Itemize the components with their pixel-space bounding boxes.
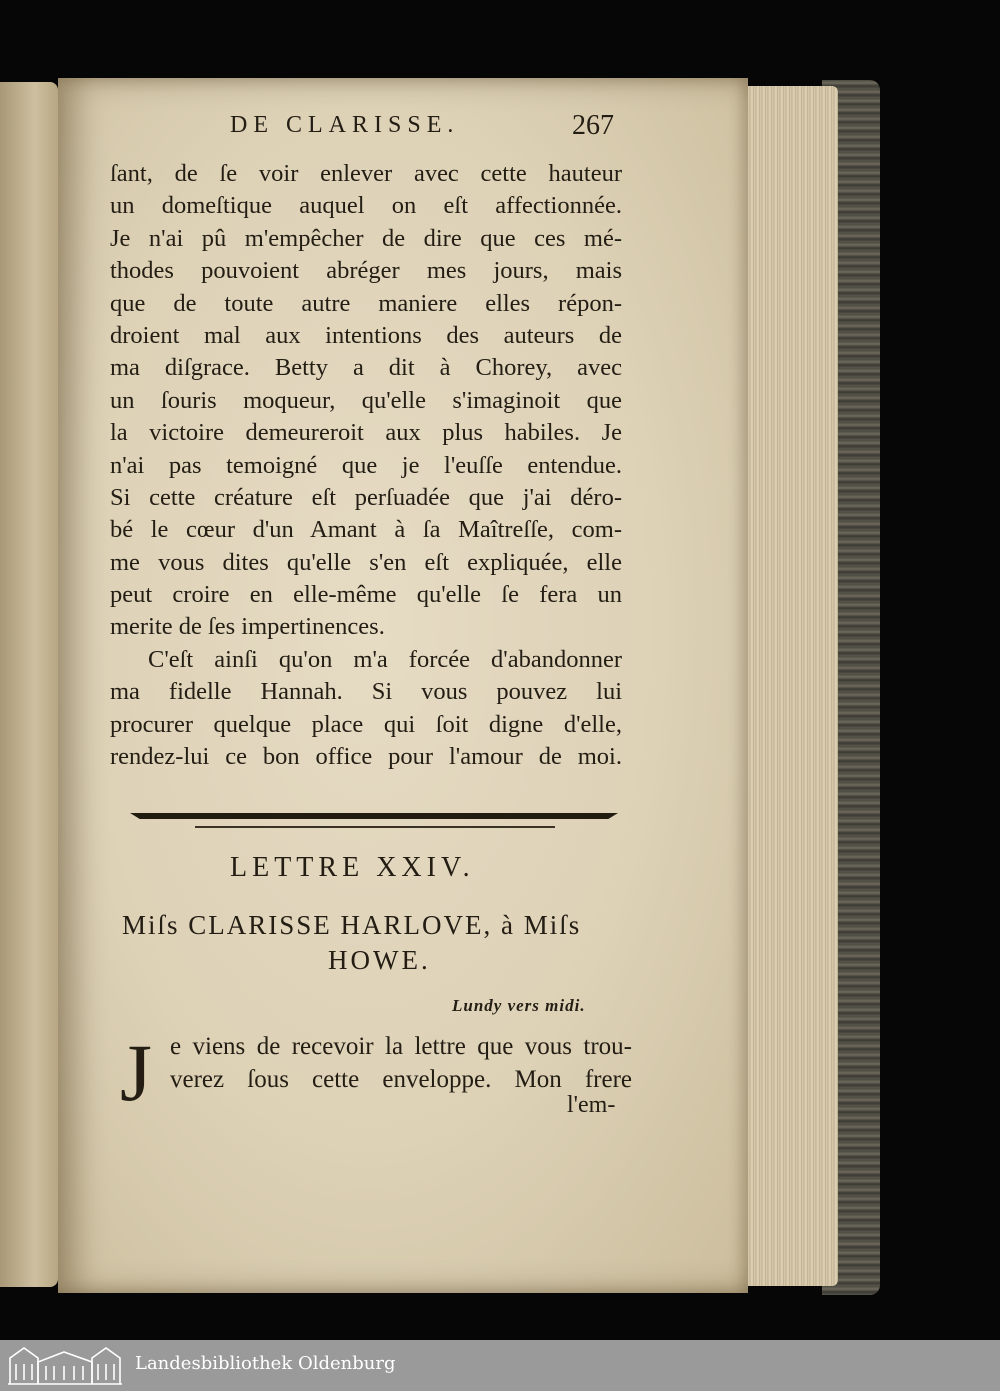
text-line: ma fidelle Hannah. Si vous pouvez lui [110, 678, 622, 706]
text-line: Si cette créature eſt perſuadée que j'ai déro- [110, 483, 622, 511]
text-line: la victoire demeureroit aux plus habiles. Je [110, 419, 622, 447]
text-line: e viens de recevoir la lettre que vous trou- [170, 1033, 632, 1060]
page-fore-edge [742, 86, 838, 1286]
text-line: verez ſous cette enveloppe. Mon frere [170, 1066, 632, 1093]
text-line: merite de ſes impertinences. [110, 613, 385, 641]
catchword: l'em- [567, 1092, 616, 1118]
page-number: 267 [572, 110, 614, 141]
letter-date: Lundy vers midi. [452, 996, 586, 1015]
text-line: rendez-lui ce bon office pour l'amour de moi. [110, 743, 622, 771]
section-rule-thin [195, 826, 555, 828]
running-head: DE CLARISSE. [230, 112, 460, 138]
text-line: un domeſtique auquel on eſt affectionnée. [110, 192, 622, 220]
text-line: procurer quelque place qui ſoit digne d'elle, [110, 710, 622, 738]
left-page-edge [0, 82, 58, 1287]
text-line: ma diſgrace. Betty a dit à Chorey, avec [110, 354, 622, 382]
text-line: peut croire en elle-même qu'elle ſe fera un [110, 581, 622, 609]
text-line: bé le cœur d'un Amant à ſa Maîtreſſe, com- [110, 516, 622, 544]
text-line: thodes pouvoient abréger mes jours, mais [110, 257, 622, 285]
text-line: que de toute autre maniere elles répon- [110, 289, 622, 317]
text-line: C'eſt ainſi qu'on m'a forcée d'abandonner [148, 645, 622, 673]
section-rule-thick [130, 813, 618, 819]
library-footer [0, 1340, 1000, 1391]
text-line: me vous dites qu'elle s'en eſt expliquée, elle [110, 548, 622, 576]
body-text [110, 158, 622, 773]
text-line: un ſouris moqueur, qu'elle s'imaginoit que [110, 386, 622, 414]
letter-addressee-continued: HOWE. [328, 945, 431, 975]
library-name: Landesbibliothek Oldenburg [135, 1353, 396, 1374]
letter-opening [170, 1030, 632, 1096]
letter-addressee: Miſs CLARISSE HARLOVE, à Miſs [122, 910, 582, 940]
drop-cap-initial: J [120, 1027, 152, 1118]
text-line: Je n'ai pû m'empêcher de dire que ces mé- [110, 224, 622, 252]
library-building-logo-icon [6, 1344, 124, 1387]
text-line: ſant, de ſe voir enlever avec cette hauteur [110, 160, 622, 187]
text-line: droient mal aux intentions des auteurs de [110, 321, 622, 349]
text-line: n'ai pas temoigné que je l'euſſe entendue. [110, 451, 622, 479]
letter-title: LETTRE XXIV. [230, 852, 475, 883]
